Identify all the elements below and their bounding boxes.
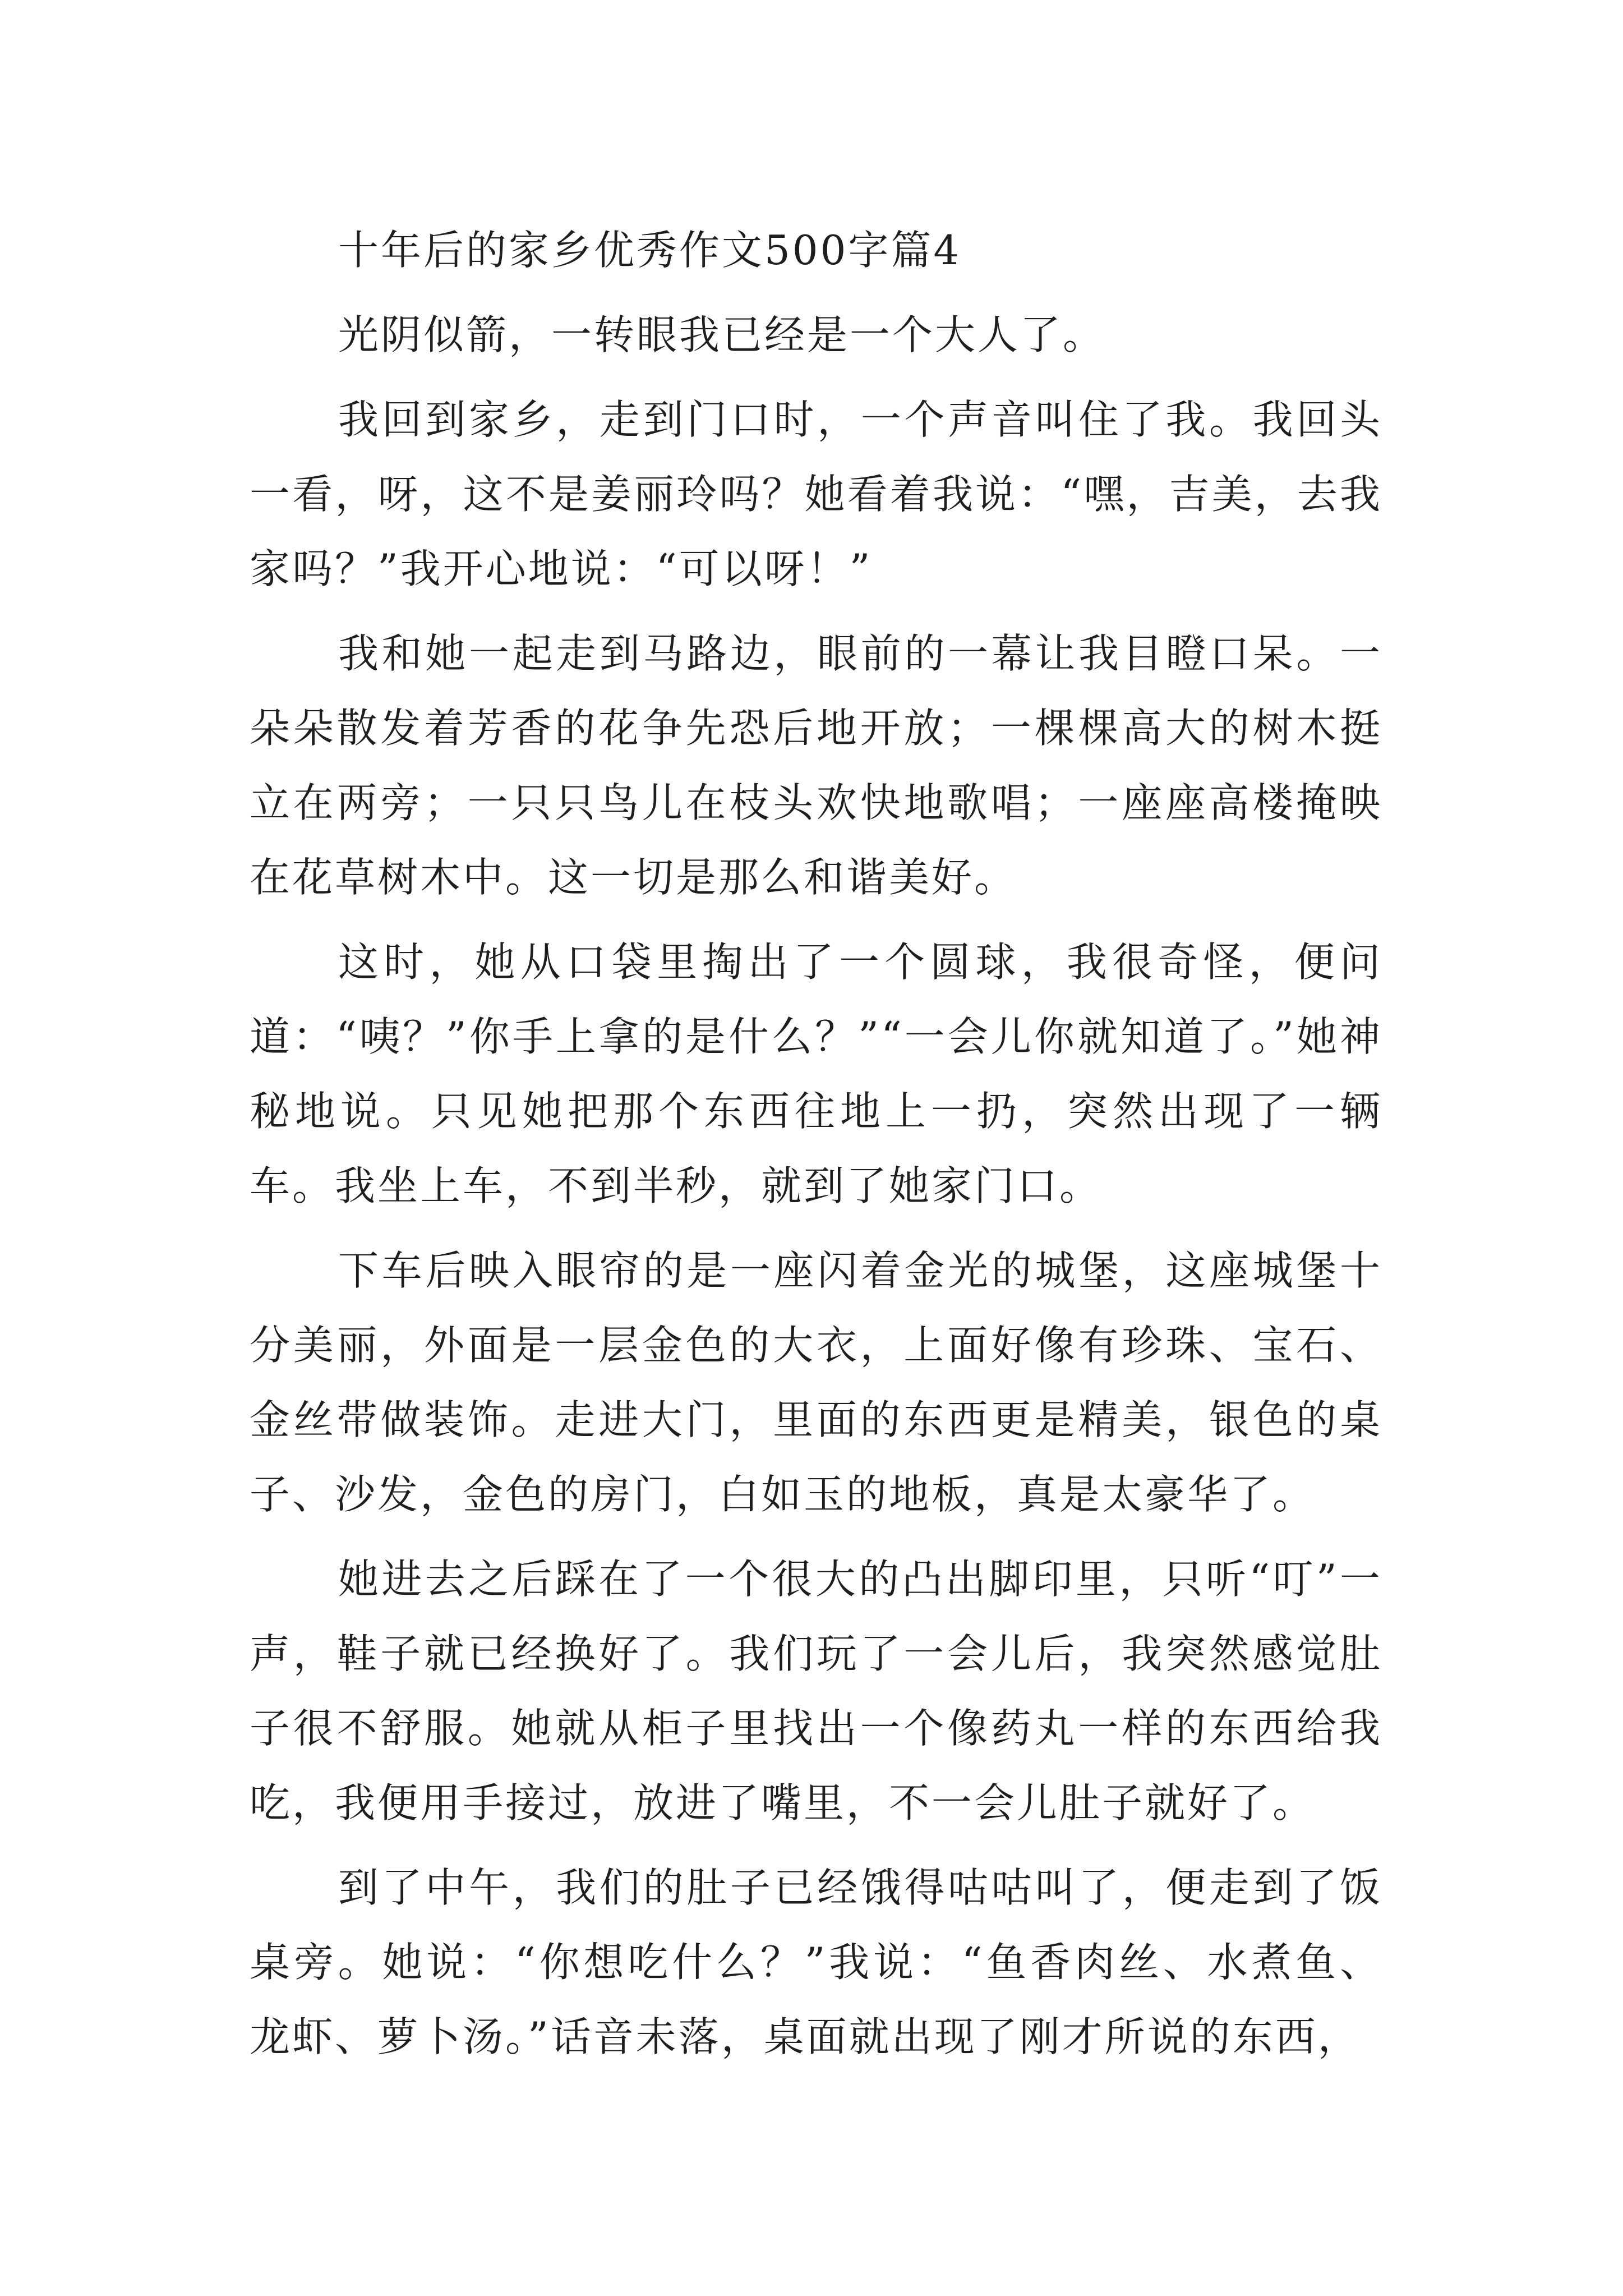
- document-body: [250, 213, 1382, 2074]
- paragraph-4: 这时，她从口袋里掏出了一个圆球，我很奇怪，便问道：“咦？”你手上拿的是什么？”“一会儿你就知道了。”她神秘地说。只见她把那个东西往地上一扔，突然出现了一辆车。我坐上车，不到半秒，就到了她家门口。: [250, 938, 1382, 1209]
- paragraph-1: 光阴似箭，一转眼我已经是一个大人了。: [338, 311, 1106, 358]
- paragraph-5: 下车后映入眼帘的是一座闪着金光的城堡，这座城堡十分美丽，外面是一层金色的大衣，上面好像有珍珠、宝石、金丝带做装饰。走进大门，里面的东西更是精美，银色的桌子、沙发，金色的房门，白如玉的地板，真是太豪华了。: [250, 1247, 1382, 1518]
- paragraph-2: 我回到家乡，走到门口时，一个声音叫住了我。我回头一看，呀，这不是姜丽玲吗？她看着我说：“嘿，吉美，去我家吗？”我开心地说：“可以呀！”: [250, 396, 1382, 592]
- paragraph-6: 她进去之后踩在了一个很大的凸出脚印里，只听“叮”一声，鞋子就已经换好了。我们玩了一会儿后，我突然感觉肚子很不舒服。她就从柜子里找出一个像药丸一样的东西给我吃，我便用手接过，放进了嘴里，不一会儿肚子就好了。: [250, 1556, 1382, 1826]
- paragraph-3: 我和她一起走到马路边，眼前的一幕让我目瞪口呆。一朵朵散发着芳香的花争先恐后地开放；一棵棵高大的树木挺立在两旁；一只只鸟儿在枝头欢快地歌唱；一座座高楼掩映在花草树木中。这一切是那么和谐美好。: [250, 630, 1382, 901]
- essay-title: 十年后的家乡优秀作文500字篇4: [338, 227, 962, 274]
- paragraph-7: 到了中午，我们的肚子已经饿得咕咕叫了，便走到了饭桌旁。她说：“你想吃什么？”我说：“鱼香肉丝、水煮鱼、龙虾、萝卜汤。”话音未落，桌面就出现了刚才所说的东西，: [250, 1864, 1382, 2060]
